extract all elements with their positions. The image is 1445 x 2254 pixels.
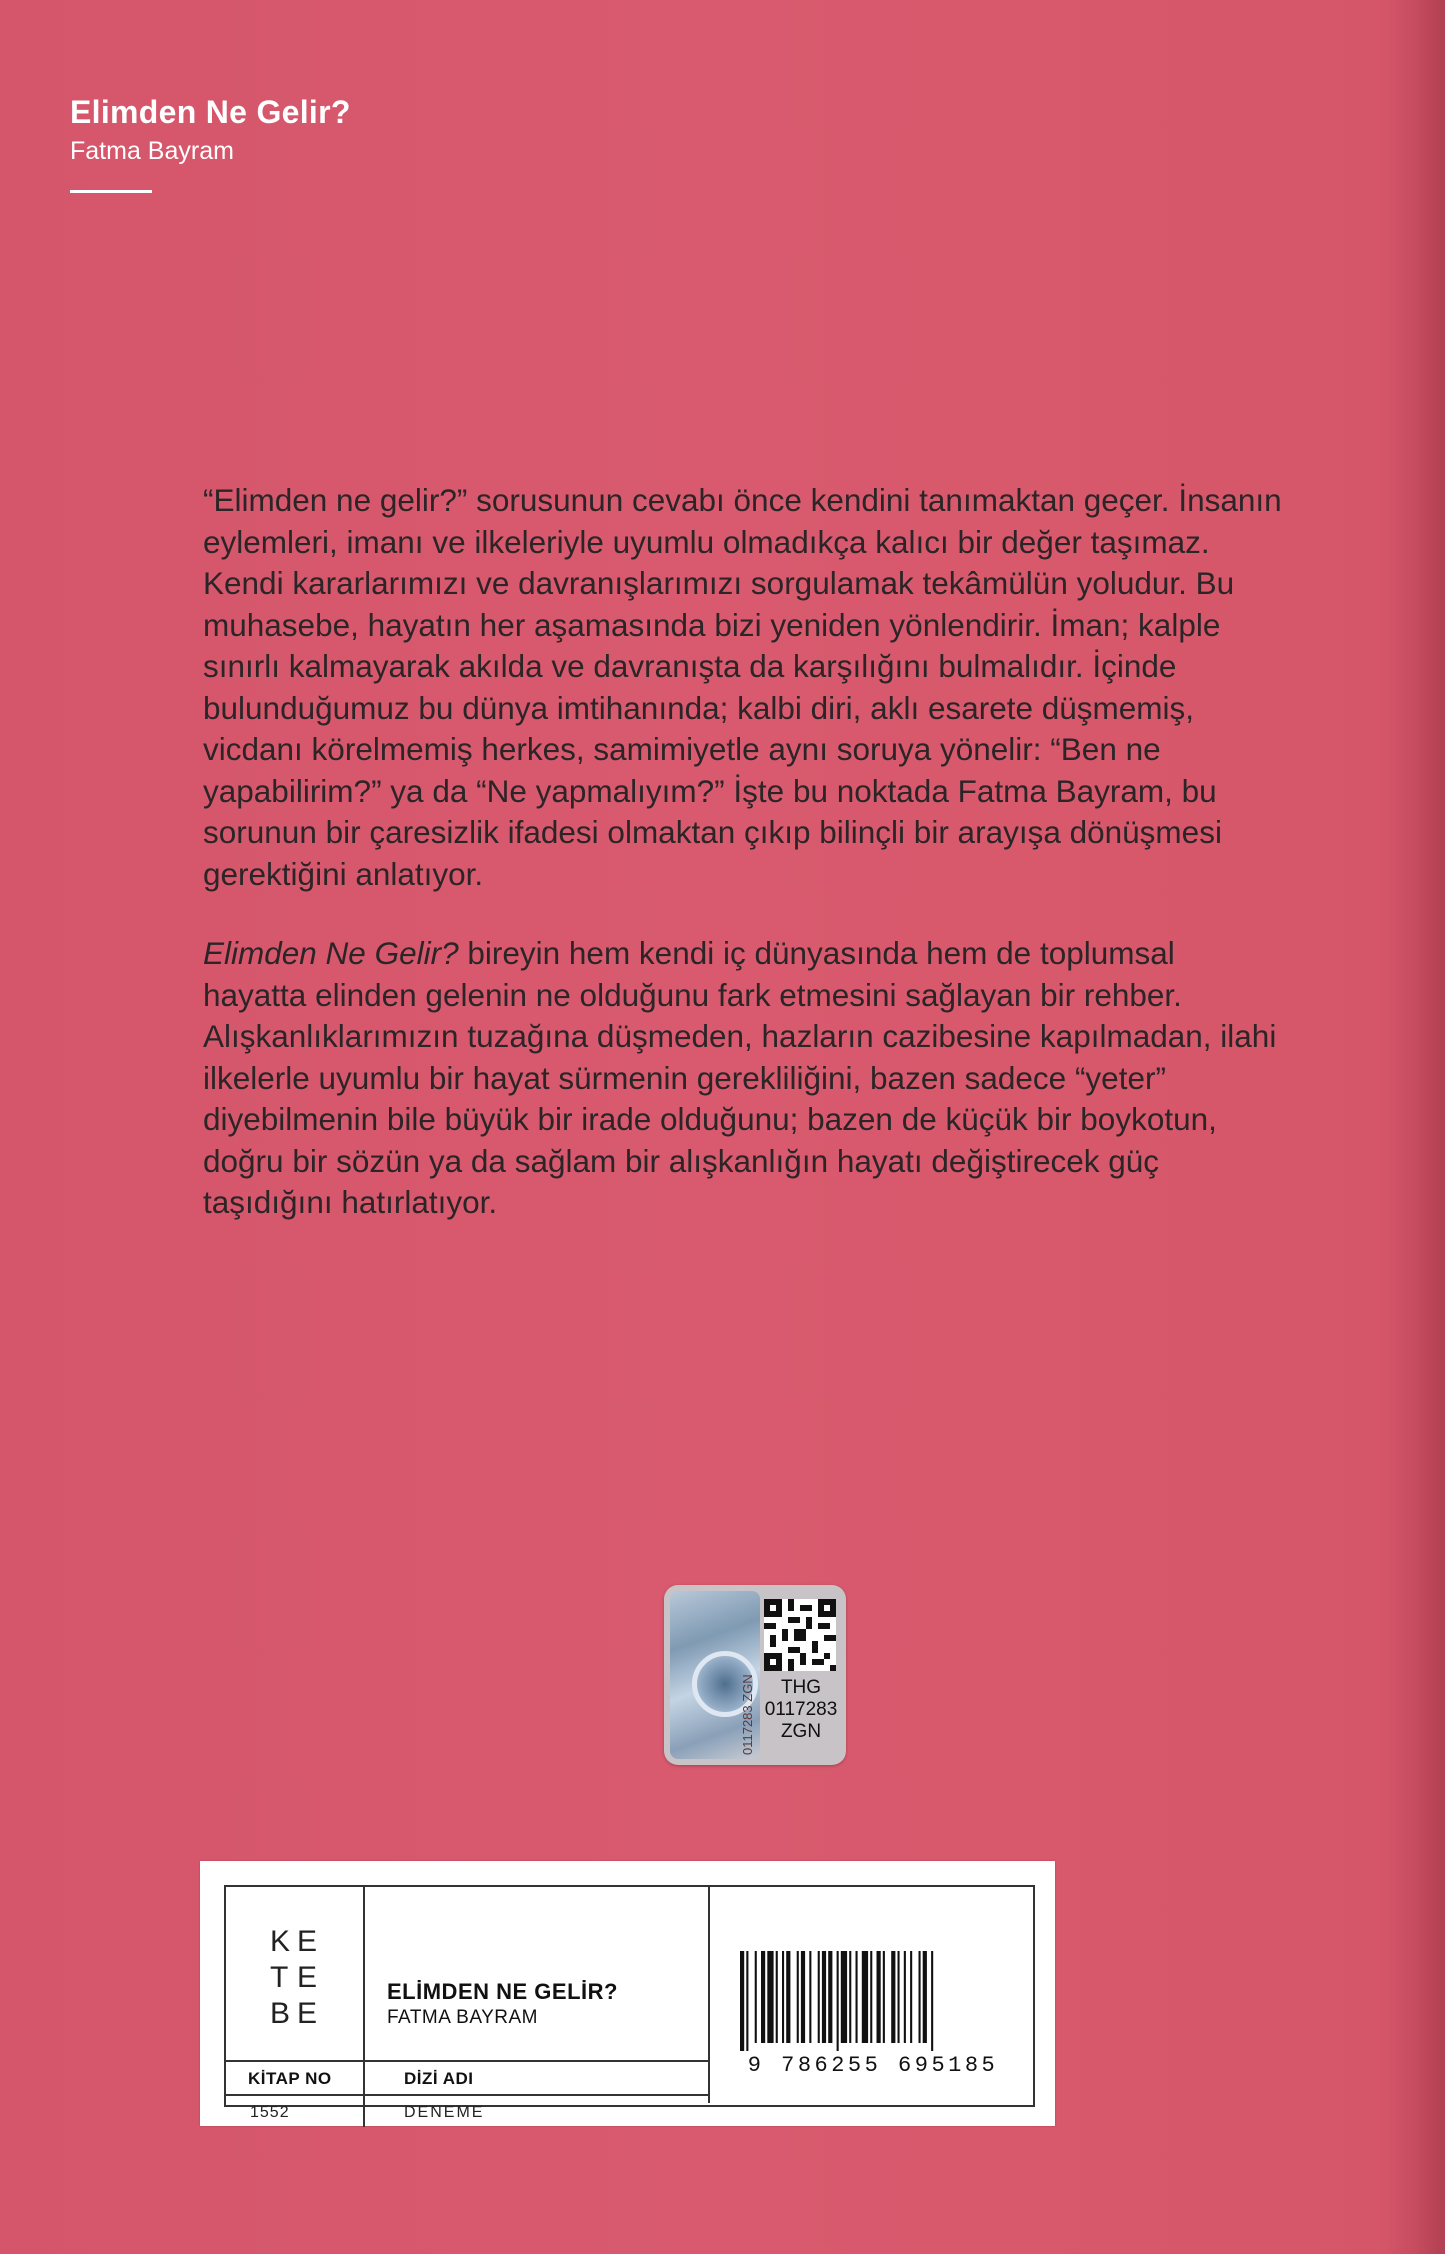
kitap-no-value: 1552 [250,2104,290,2121]
barcode-bar [877,1951,881,2043]
dizi-adi-header: DİZİ ADI [404,2069,474,2088]
barcode-bar [870,1951,872,2043]
barcode-bar [923,1951,927,2043]
label-column-divider [363,2060,365,2127]
logo-letter-6: E [297,1997,318,2030]
barcode-bar [883,1951,885,2043]
isbn-number: 9 786255 695185 [747,2053,999,2078]
dizi-adi-value: DENEME [404,2104,485,2121]
blurb [203,480,1283,1224]
kitap-no-header: KİTAP NO [248,2069,332,2088]
barcode-bar [786,1951,790,2043]
barcode-bar [801,1951,805,2043]
label-row-divider [224,2094,708,2096]
logo-letter-5: B [270,1997,291,2030]
barcode-bar [931,1951,933,2051]
barcode-bar [904,1951,906,2043]
barcode-bar [822,1951,826,2043]
title-underline [70,190,152,193]
barcode-bar [782,1951,784,2043]
logo-letter-4: E [297,1961,318,1994]
barcode-bar [919,1951,921,2043]
sticker-line-3: ZGN [780,1721,822,1742]
sticker-code [760,1677,842,1743]
barcode-bar [767,1951,773,2043]
barcode-bar [891,1951,895,2043]
blurb-paragraph-2-text: bireyin hem kendi iç dünyasında hem de toplumsal hayatta elinden gelenin ne olduğunu fark etmesini sağlayan bir rehber. Alışkanlıklarımızın tuzağına düşmeden, hazların cazibesine kapılmadan, ilahi ilkelerle uyumlu bir hayat sürmenin gerekliliğini, bazen sadece “yeter” diyebilmenin bile büyük bir irade olduğunu; bazen de küçük bir boykotun, doğru bir sözün ya da sağlam bir alışkanlığın hayatı değiştirecek güç taşıdığını hatırlatıyor. [203,935,1277,1220]
barcode-cell [708,1885,1033,2103]
barcode-bar [761,1951,765,2043]
label-title: ELİMDEN NE GELİR? [387,1979,618,2004]
blurb-paragraph-1: “Elimden ne gelir?” sorusunun cevabı önce kendini tanımaktan geçer. İnsanın eylemleri, imanı ve ilkeleriyle uyumlu olmadıkça kalıcı bir değer taşımaz. Kendi kararlarımızı ve davranışlarımızı sorgulamak tekâmülün yoludur. Bu muhasebe, hayatın her aşamasında bizi yeniden yönlendirir. İman; kalple sınırlı kalmayarak akılda ve davranışta da karşılığını bulmalıdır. İçinde bulunduğumuz bu dünya imtihanında; kalbi diri, aklı esarete düşmemiş, vicdanı körelmemiş herkes, samimiyetle aynı soruya yönelir: “Ben ne yapabilirim?” ya da “Ne yapmalıyım?” İşte bu noktada Fatma Bayram, bu sorunun bir çaresizlik ifadesi olmaktan çıkıp bilinçli bir arayışa dönüşmesi gerektiğini anlatıyor. [203,482,1282,892]
book-title: Elimden Ne Gelir? [70,94,351,130]
barcode-bar [755,1951,757,2043]
sticker-line-2: 0117283 [764,1699,838,1720]
barcode-bar [740,1951,744,2051]
sticker-line-1: THG [780,1677,822,1698]
barcode-bar [898,1951,900,2043]
barcode-bar [849,1951,851,2043]
blurb-paragraph-2 [203,933,1283,1224]
spine-edge [1375,0,1445,2254]
logo-cell [224,1885,365,2062]
label-author: FATMA BAYRAM [387,2007,538,2028]
barcode-bar [828,1951,832,2043]
barcode-bar [837,1951,839,2051]
qr-code-icon [764,1599,836,1671]
barcode-bar [809,1951,811,2043]
book-author: Fatma Bayram [70,137,234,165]
barcode-bar [746,1951,748,2051]
barcode-bar [862,1951,868,2043]
title-cell [365,1885,708,2062]
logo-letter-3: T [270,1961,289,1994]
logo-letter-2: E [297,1925,318,1958]
barcode-bar [856,1951,858,2043]
barcode-bar [910,1951,912,2043]
blurb-book-title: Elimden Ne Gelir? [203,935,459,971]
header [70,92,351,168]
publisher-label [200,1861,1055,2126]
barcode-icon [738,1951,1008,2051]
logo-letter-1: K [270,1925,291,1958]
barcode-bar [818,1951,820,2043]
ketebe-logo [270,1923,322,2033]
barcode-bar [776,1951,778,2043]
banderole-hologram-sticker [664,1585,846,1765]
barcode-bar [797,1951,799,2043]
barcode-bar [841,1951,847,2043]
sticker-side-code: 0117283 ZGN [740,1674,755,1755]
